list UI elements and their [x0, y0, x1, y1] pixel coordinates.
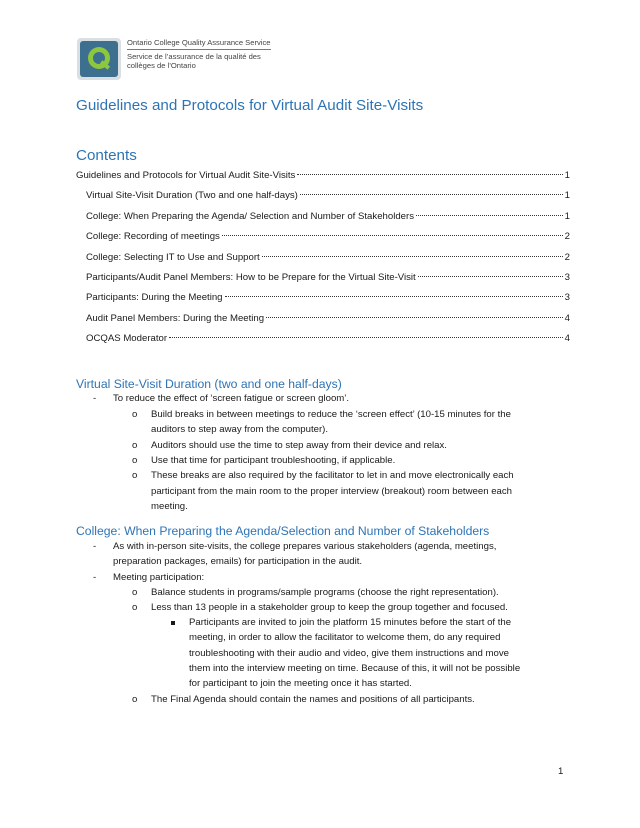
circle-bullet: o	[132, 602, 138, 613]
toc-entry-title: OCQAS Moderator	[86, 333, 168, 344]
list-item-continued: meeting, in order to allow the facilitator to welcome them, do any required	[189, 632, 501, 643]
circle-bullet: o	[132, 587, 138, 598]
list-item: These breaks are also required by the facilitator to let in and move electronically each	[151, 470, 514, 481]
circle-bullet: o	[132, 440, 138, 451]
ocqas-logo	[77, 38, 287, 82]
toc-entry-title: Virtual Site-Visit Duration (Two and one half-days)	[86, 190, 298, 201]
list-item-continued: for participant to join the meeting once it has started.	[189, 678, 412, 689]
circle-bullet: o	[132, 409, 138, 420]
toc-entry[interactable]	[86, 333, 570, 345]
dash-bullet: -	[93, 393, 97, 404]
toc-entry[interactable]	[86, 292, 570, 304]
toc-entry[interactable]	[86, 231, 570, 243]
toc-entry-title: Guidelines and Protocols for Virtual Audit Site-Visits	[76, 170, 296, 181]
logo-name-fr-line1: Service de l’assurance de la qualité des	[127, 52, 261, 61]
logo-name-en: Ontario College Quality Assurance Service	[127, 38, 271, 50]
list-item: Participants are invited to join the platform 15 minutes before the start of the	[189, 617, 512, 628]
toc-entry-title: Participants/Audit Panel Members: How to be Prepare for the Virtual Site-Visit	[86, 272, 416, 283]
list-item: Build breaks in between meetings to reduce the ‘screen effect’ (10-15 minutes for the	[151, 409, 511, 420]
square-bullet-icon	[171, 621, 175, 625]
circle-bullet: o	[132, 455, 138, 466]
toc-entry-page: 1	[564, 170, 570, 181]
toc-leader	[416, 215, 563, 216]
list-item-continued: preparation packages, emails) for participation in the audit.	[113, 556, 363, 567]
toc-entry[interactable]	[86, 313, 570, 325]
toc-entry-page: 2	[564, 231, 570, 242]
list-item-continued: them into the interview meeting on time. Because of this, it will not be possible	[189, 663, 521, 674]
toc-entry[interactable]	[86, 190, 570, 202]
toc-leader	[222, 235, 563, 236]
toc-entry-title: Participants: During the Meeting	[86, 292, 223, 303]
page-number: 1	[558, 766, 564, 777]
list-item-continued: participant from the main room to the proper interview (breakout) room between each	[151, 486, 513, 497]
toc-leader	[266, 317, 563, 318]
document-title: Guidelines and Protocols for Virtual Audit Site-Visits	[76, 97, 424, 114]
toc-entry-page: 4	[564, 333, 570, 344]
toc-leader	[262, 256, 563, 257]
circle-bullet: o	[132, 694, 138, 705]
list-item-continued: meeting.	[151, 501, 188, 512]
toc-entry-page: 2	[564, 252, 570, 263]
contents-heading: Contents	[76, 147, 137, 164]
list-item: The Final Agenda should contain the names and positions of all participants.	[151, 694, 475, 705]
toc-entry-title: College: When Preparing the Agenda/ Selection and Number of Stakeholders	[86, 211, 414, 222]
toc-entry-page: 3	[564, 292, 570, 303]
dash-bullet: -	[93, 541, 97, 552]
toc-entry-page: 4	[564, 313, 570, 324]
logo-name-fr-line2: collèges de l’Ontario	[127, 61, 196, 70]
toc-entry-page: 3	[564, 272, 570, 283]
toc-leader	[225, 296, 563, 297]
list-item: Meeting participation:	[113, 572, 205, 583]
toc-leader	[297, 174, 562, 175]
list-item-continued: troubleshooting with their audio and video, give them instructions and move	[189, 648, 509, 659]
list-item: As with in-person site-visits, the college prepares various stakeholders (agenda, meetings,	[113, 541, 497, 552]
list-item: Auditors should use the time to step away from their device and relax.	[151, 440, 447, 451]
toc-entry-page: 1	[564, 190, 570, 201]
list-item: Use that time for participant troubleshooting, if applicable.	[151, 455, 396, 466]
toc-entry-title: Audit Panel Members: During the Meeting	[86, 313, 265, 324]
list-item: Balance students in programs/sample programs (choose the right representation).	[151, 587, 499, 598]
toc-entry-title: College: Recording of meetings	[86, 231, 220, 242]
toc-leader	[418, 276, 563, 277]
toc-entry[interactable]	[86, 211, 570, 223]
circle-bullet: o	[132, 470, 138, 481]
list-item-continued: auditors to step away from the computer).	[151, 424, 329, 435]
section-heading-agenda: College: When Preparing the Agenda/Selection and Number of Stakeholders	[76, 524, 490, 538]
list-item: To reduce the effect of ‘screen fatigue or screen gloom’.	[113, 393, 350, 404]
toc-entry[interactable]	[86, 272, 570, 284]
section-heading-duration: Virtual Site-Visit Duration (two and one half-days)	[76, 377, 342, 391]
toc-leader	[169, 337, 563, 338]
toc-entry-title: College: Selecting IT to Use and Support	[86, 252, 260, 263]
ocqas-q-logo-icon	[77, 38, 121, 80]
logo-wordmark	[127, 38, 271, 70]
toc-leader	[300, 194, 563, 195]
toc-entry[interactable]	[76, 170, 570, 182]
list-item: Less than 13 people in a stakeholder group to keep the group together and focused.	[151, 602, 508, 613]
toc-entry-page: 1	[564, 211, 570, 222]
dash-bullet: -	[93, 572, 97, 583]
toc-entry[interactable]	[86, 252, 570, 264]
